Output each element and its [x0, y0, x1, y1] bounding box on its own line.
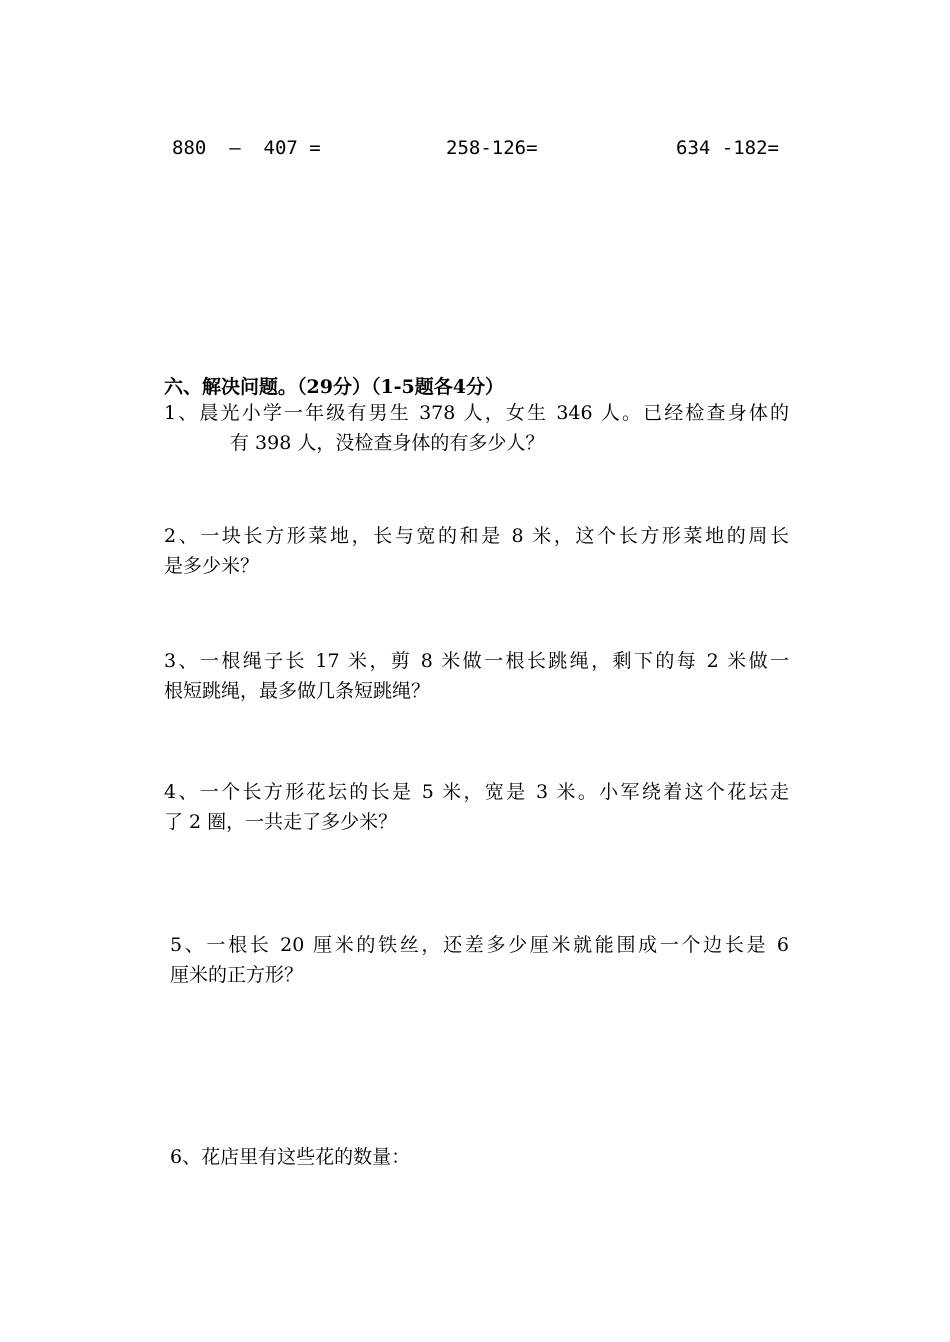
question-4-line-1: 4、一个长方形花坛的长是 5 米，宽是 3 米。小军绕着这个花坛走 — [164, 781, 789, 803]
question-5 — [170, 930, 789, 990]
question-6-line-1: 6、花店里有这些花的数量： — [170, 1146, 411, 1168]
equation-1: 880 – 407 = — [172, 137, 321, 159]
question-5-line-1: 5、一根长 20 厘米的铁丝，还差多少厘米就能围成一个边长是 6 — [170, 934, 789, 956]
question-3 — [164, 646, 789, 706]
question-5-line-2: 厘米的正方形？ — [170, 964, 304, 986]
question-4-line-2: 了 2 圈，一共走了多少米？ — [164, 811, 398, 833]
question-2-line-2: 是多少米？ — [164, 555, 260, 577]
equation-2: 258-126= — [446, 137, 538, 159]
question-6 — [170, 1142, 795, 1172]
section-heading: 六、解决问题。（29分）（1-5题各4分） — [164, 376, 504, 398]
equation-3: 634 -182= — [676, 137, 779, 159]
question-1-line-1: 1、晨光小学一年级有男生 378 人，女生 346 人。已经检查身体的 — [164, 402, 789, 424]
question-1 — [164, 398, 789, 458]
question-1-line-2: 有 398 人，没检查身体的有多少人？ — [230, 432, 545, 454]
question-3-line-1: 3、一根绳子长 17 米，剪 8 米做一根长跳绳，剩下的每 2 米做一 — [164, 650, 789, 672]
question-4 — [164, 777, 789, 837]
question-3-line-2: 根短跳绳，最多做几条短跳绳？ — [164, 680, 431, 702]
question-2-line-1: 2、一块长方形菜地，长与宽的和是 8 米，这个长方形菜地的周长 — [164, 525, 789, 547]
question-2 — [164, 521, 789, 581]
